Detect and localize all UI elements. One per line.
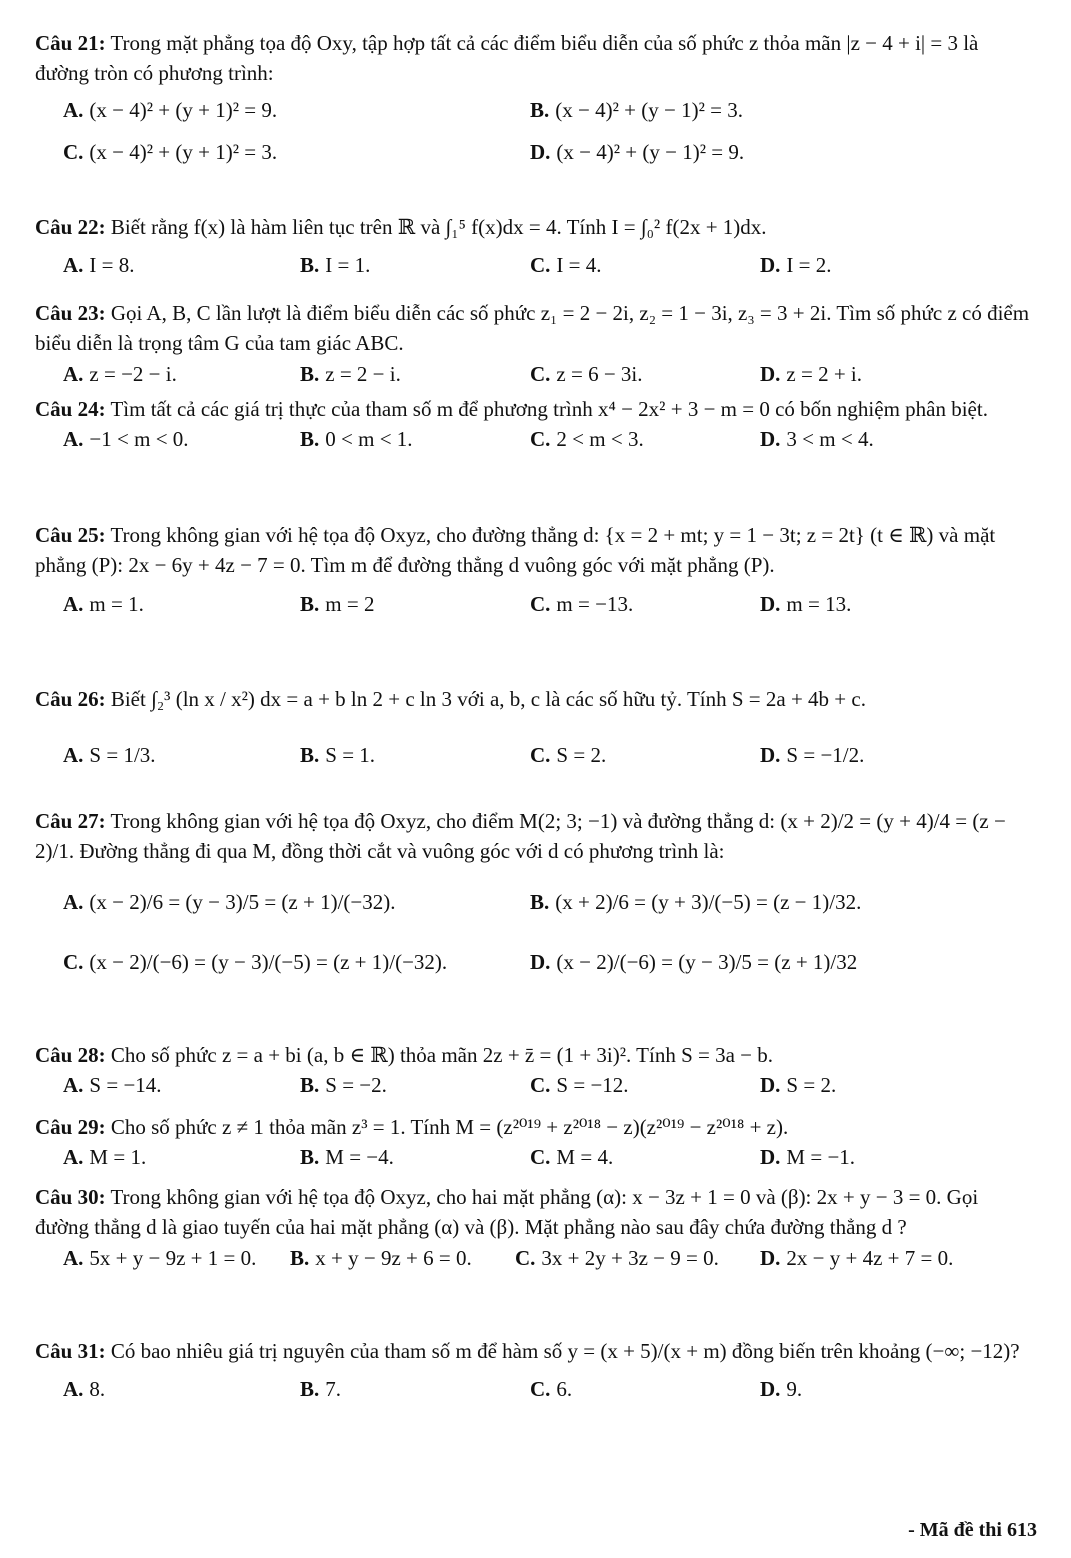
option-d: D. 9. [760,1377,803,1402]
option-c: C. I = 4. [530,253,602,278]
option-b: B. M = −4. [300,1145,394,1170]
question-text: Trong mặt phẳng tọa độ Oxy, tập hợp tất cả các điểm biểu diễn của số phức z thỏa mãn |z − 4 + i| = 3 là đường tròn có phương trình: [35,31,984,86]
option-d: D. I = 2. [760,253,832,278]
option-a: A. (x − 2)/6 = (y − 3)/5 = (z + 1)/(−32). [63,889,396,914]
question-number: Câu 31: [35,1339,106,1363]
option-a: A. 8. [63,1377,106,1402]
question-number: Câu 24: [35,397,106,421]
question-number: Câu 27: [35,809,106,833]
question-number: Câu 29: [35,1115,106,1139]
question-26 [35,684,1035,774]
option-d: D. (x − 2)/(−6) = (y − 3)/5 = (z + 1)/32 [530,949,858,974]
option-a: A. I = 8. [63,253,135,278]
question-text: Trong không gian với hệ tọa độ Oxyz, cho hai mặt phẳng (α): x − 3z + 1 = 0 và (β): 2x + y − 3 = 0. Gọi đường thẳng d là giao tuyến của hai mặt phẳng (α) và (β). Mặt phẳng nào sau đây chứa đường thẳng d ? [35,1185,984,1240]
option-d: D. 2x − y + 4z + 7 = 0. [760,1245,954,1270]
option-a: A. m = 1. [63,591,144,616]
option-d: D. S = 2. [760,1073,837,1098]
option-b: B. I = 1. [300,253,371,278]
option-b: B. z = 2 − i. [300,361,401,386]
question-29 [35,1112,1035,1176]
exam-code-footer: - Mã đề thi 613 [908,1519,1037,1541]
option-a: A. z = −2 − i. [63,361,177,386]
option-c: C. 3x + 2y + 3z − 9 = 0. [515,1245,719,1270]
option-b: B. S = −2. [300,1073,387,1098]
question-24 [35,394,1035,458]
option-b: B. m = 2 [300,591,375,616]
option-a: A. M = 1. [63,1145,147,1170]
option-a: A. S = 1/3. [63,743,156,768]
option-a: A. (x − 4)² + (y + 1)² = 9. [63,97,278,122]
question-22 [35,212,1035,282]
option-a: A. S = −14. [63,1073,162,1098]
option-d: D. 3 < m < 4. [760,427,874,452]
option-a: A. −1 < m < 0. [63,427,189,452]
option-c: C. S = −12. [530,1073,629,1098]
question-text: Biết ∫₂³ (ln x / x²) dx = a + b ln 2 + c ln 3 với a, b, c là các số hữu tỷ. Tính S = 2a + 4b + c. [110,687,866,711]
question-number: Câu 23: [35,301,106,325]
option-b: B. (x − 4)² + (y − 1)² = 3. [530,97,743,122]
option-c: C. (x − 2)/(−6) = (y − 3)/(−5) = (z + 1)/(−32). [63,949,448,974]
question-28 [35,1040,1035,1104]
option-c: C. S = 2. [530,743,607,768]
option-c: C. M = 4. [530,1145,614,1170]
question-text: Cho số phức z ≠ 1 thỏa mãn z³ = 1. Tính M = (z²⁰¹⁹ + z²⁰¹⁸ − z)(z²⁰¹⁹ − z²⁰¹⁸ + z). [110,1115,789,1139]
option-c: C. 2 < m < 3. [530,427,644,452]
option-b: B. x + y − 9z + 6 = 0. [290,1245,472,1270]
option-a: A. 5x + y − 9z + 1 = 0. [63,1245,257,1270]
option-d: D. S = −1/2. [760,743,865,768]
option-b: B. (x + 2)/6 = (y + 3)/(−5) = (z − 1)/32. [530,889,862,914]
option-c: C. (x − 4)² + (y + 1)² = 3. [63,139,278,164]
option-b: B. 7. [300,1377,342,1402]
question-text: Trong không gian với hệ tọa độ Oxyz, cho điểm M(2; 3; −1) và đường thẳng d: (x + 2)/2 = (y + 4)/4 = (z − 2)/1. Đường thẳng đi qua M, đồng thời cắt và vuông góc với d có phương trình là: [35,809,1012,864]
question-21 [35,28,1035,179]
question-31 [35,1336,1035,1406]
question-25 [35,520,1035,621]
question-27 [35,806,1035,987]
question-number: Câu 28: [35,1043,106,1067]
question-30 [35,1182,1035,1277]
question-number: Câu 30: [35,1185,106,1209]
question-number: Câu 25: [35,523,106,547]
question-text: Có bao nhiêu giá trị nguyên của tham số m để hàm số y = (x + 5)/(x + m) đồng biến trên khoảng (−∞; −12)? [110,1339,1020,1363]
question-text: Gọi A, B, C lần lượt là điểm biểu diễn các số phức z₁ = 2 − 2i, z₂ = 1 − 3i, z₃ = 3 + 2i. Tìm số phức z có điểm biểu diễn là trọng tâm G của tam giác ABC. [35,301,1035,356]
question-23 [35,298,1035,393]
option-b: B. 0 < m < 1. [300,427,413,452]
question-text: Tìm tất cả các giá trị thực của tham số m để phương trình x⁴ − 2x² + 3 − m = 0 có bốn nghiệm phân biệt. [110,397,988,421]
option-c: C. m = −13. [530,591,634,616]
question-text: Cho số phức z = a + bi (a, b ∈ ℝ) thỏa mãn 2z + z̄ = (1 + 3i)². Tính S = 3a − b. [110,1043,774,1067]
option-d: D. z = 2 + i. [760,361,863,386]
question-text: Biết rằng f(x) là hàm liên tục trên ℝ và ∫₁⁵ f(x)dx = 4. Tính I = ∫₀² f(2x + 1)dx. [110,215,767,239]
question-text: Trong không gian với hệ tọa độ Oxyz, cho đường thẳng d: {x = 2 + mt; y = 1 − 3t; z = 2t} (t ∈ ℝ) và mặt phẳng (P): 2x − 6y + 4z − 7 = 0. Tìm m để đường thẳng d vuông góc với mặt phẳng (P). [35,523,1001,578]
option-d: D. m = 13. [760,591,852,616]
question-number: Câu 21: [35,31,106,55]
option-d: D. M = −1. [760,1145,856,1170]
option-c: C. z = 6 − 3i. [530,361,643,386]
question-number: Câu 22: [35,215,106,239]
option-d: D. (x − 4)² + (y − 1)² = 9. [530,139,745,164]
question-number: Câu 26: [35,687,106,711]
option-b: B. S = 1. [300,743,376,768]
option-c: C. 6. [530,1377,573,1402]
